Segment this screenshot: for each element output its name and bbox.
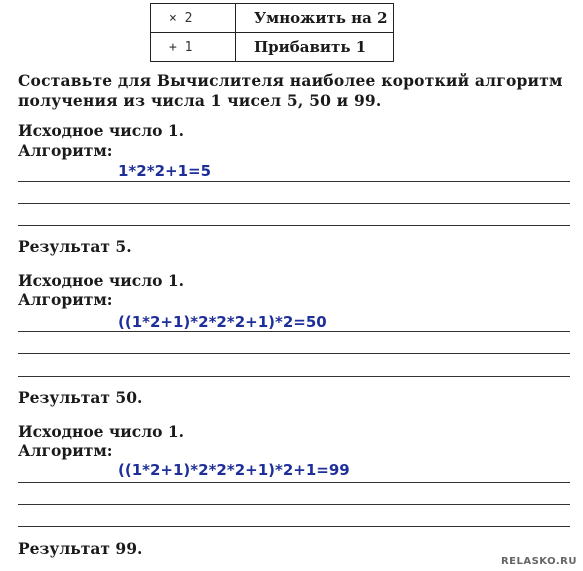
command-description: Умножить на 2: [236, 4, 394, 33]
algorithm-answer: 1*2*2+1=5: [118, 162, 212, 180]
source-number-label: Исходное число 1.: [18, 271, 185, 290]
task-text: Составьте для Вычислителя наиболее короткий алгоритм получения из числа 1 чисел 5, 50 и 99.: [18, 71, 563, 110]
command-row: [151, 33, 394, 62]
algorithm-answer: ((1*2+1)*2*2*2+1)*2=50: [118, 313, 327, 331]
result-label: Результат 50.: [18, 388, 143, 407]
answer-line: [18, 482, 570, 483]
watermark: RELASKO.RU: [500, 556, 577, 567]
answer-line: [18, 504, 570, 505]
command-code: + 1: [151, 33, 236, 62]
result-label: Результат 99.: [18, 539, 143, 558]
command-row: [151, 4, 394, 33]
command-description: Прибавить 1: [236, 33, 394, 62]
answer-line: [18, 225, 570, 226]
source-number-label: Исходное число 1.: [18, 422, 185, 441]
answer-line: [18, 353, 570, 354]
commands-table: [150, 3, 394, 62]
answer-line: [18, 526, 570, 527]
algorithm-answer: ((1*2+1)*2*2*2+1)*2+1=99: [118, 461, 350, 479]
algorithm-label: Алгоритм:: [18, 441, 113, 460]
algorithm-label: Алгоритм:: [18, 141, 113, 160]
answer-line: [18, 376, 570, 377]
algorithm-label: Алгоритм:: [18, 290, 113, 309]
result-label: Результат 5.: [18, 237, 132, 256]
answer-line: [18, 181, 570, 182]
command-code: × 2: [151, 4, 236, 33]
source-number-label: Исходное число 1.: [18, 121, 185, 140]
answer-line: [18, 203, 570, 204]
answer-line: [18, 331, 570, 332]
